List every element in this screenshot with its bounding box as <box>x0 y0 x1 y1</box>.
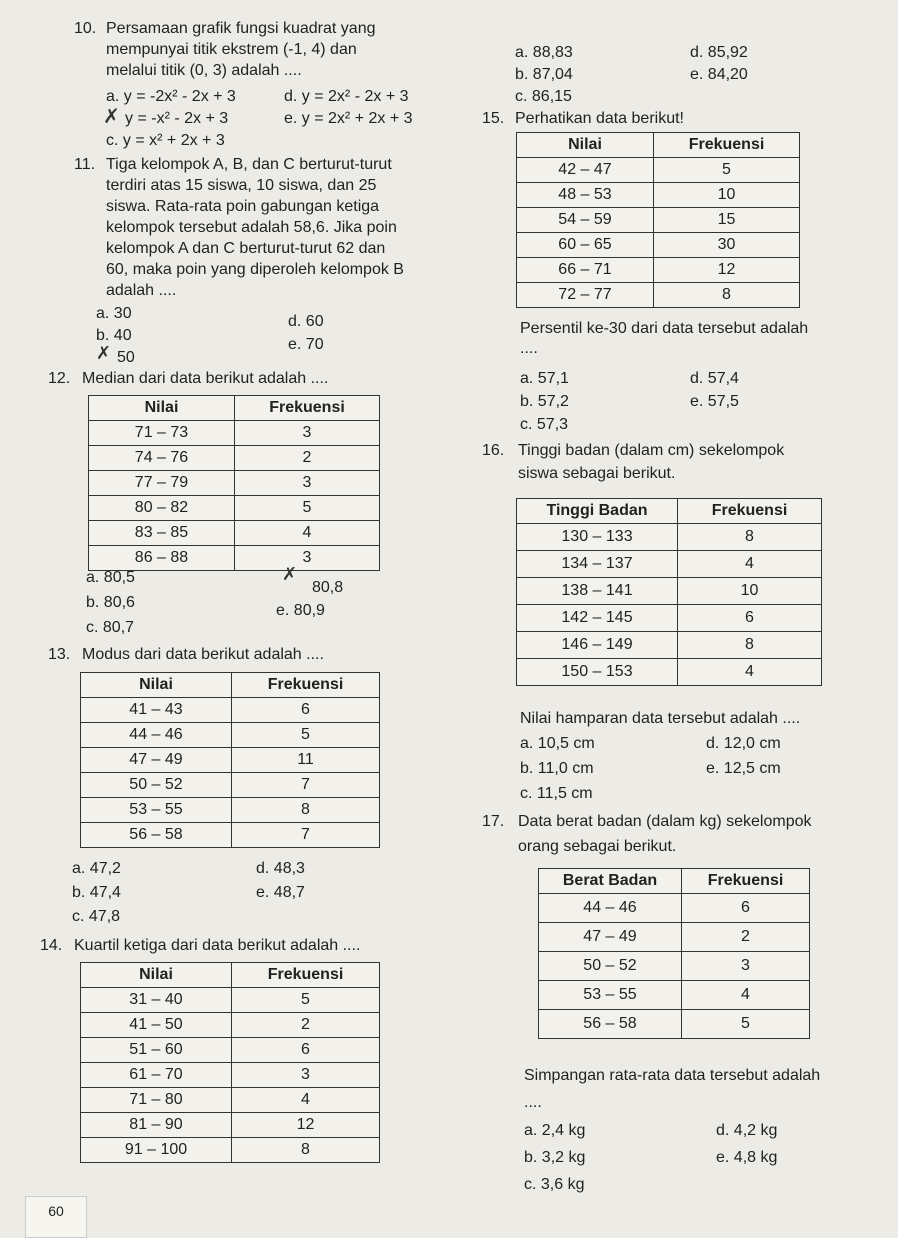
answer-check-mark-icon: ✗ <box>96 343 112 363</box>
table-row <box>539 1010 810 1039</box>
table-cell: 2 <box>682 923 810 952</box>
table-row <box>539 923 810 952</box>
table-cell: 2 <box>232 1013 380 1038</box>
q15-question: Persentil ke-30 dari data tersebut adalah <box>520 320 809 337</box>
table-cell: 7 <box>232 773 380 798</box>
table-row <box>517 283 800 308</box>
table-cell: 134 – 137 <box>517 551 678 578</box>
table-cell: 86 – 88 <box>89 546 235 571</box>
q17-dots: .... <box>524 1094 542 1111</box>
table-row <box>81 798 380 823</box>
table-row <box>517 524 822 551</box>
table-cell: 4 <box>678 551 822 578</box>
q17-option-c[interactable]: c. 3,6 kg <box>524 1176 585 1193</box>
q12-text: Median dari data berikut adalah .... <box>82 370 329 387</box>
table-cell: 4 <box>235 521 380 546</box>
table-cell: 71 – 80 <box>81 1088 232 1113</box>
q11-line-7: adalah .... <box>106 282 177 299</box>
q16-number: 16. <box>482 442 505 459</box>
table-cell: 10 <box>654 183 800 208</box>
q13-text: Modus dari data berikut adalah .... <box>82 646 324 663</box>
table-cell: 77 – 79 <box>89 471 235 496</box>
table-header: Nilai <box>517 133 654 158</box>
table-row <box>517 258 800 283</box>
q12-option-c[interactable]: c. 80,7 <box>86 619 135 636</box>
q17-option-a[interactable]: a. 2,4 kg <box>524 1122 586 1139</box>
page-number: 60 <box>25 1196 87 1238</box>
table-cell: 5 <box>235 496 380 521</box>
table-cell: 10 <box>678 578 822 605</box>
table-cell: 12 <box>232 1113 380 1138</box>
table-header: Tinggi Badan <box>517 499 678 524</box>
q10-option-d[interactable]: d. y = 2x² - 2x + 3 <box>284 88 409 105</box>
table-cell: 3 <box>235 471 380 496</box>
table-row <box>81 698 380 723</box>
table-row <box>81 1113 380 1138</box>
table-row <box>81 1063 380 1088</box>
table-cell: 42 – 47 <box>517 158 654 183</box>
q11-option-a[interactable]: a. 30 <box>96 305 132 322</box>
q11-option-e[interactable]: e. 70 <box>288 336 324 353</box>
table-header: Frekuensi <box>232 673 380 698</box>
q15-option-c[interactable]: c. 57,3 <box>520 416 569 433</box>
q13-option-d[interactable]: d. 48,3 <box>256 860 305 877</box>
q13-option-b[interactable]: b. 47,4 <box>72 884 121 901</box>
q12-option-b[interactable]: b. 80,6 <box>86 594 135 611</box>
table-cell: 15 <box>654 208 800 233</box>
table-cell: 3 <box>682 952 810 981</box>
answer-check-mark-icon: ✗ <box>282 564 298 584</box>
q15-option-e[interactable]: e. 57,5 <box>690 393 739 410</box>
table-row <box>81 748 380 773</box>
q14-table <box>80 962 380 1163</box>
table-row <box>517 208 800 233</box>
q16-option-c[interactable]: c. 11,5 cm <box>520 785 593 802</box>
q11-line-6: 60, maka poin yang diperoleh kelompok B <box>106 261 404 278</box>
table-row <box>89 446 380 471</box>
table-cell: 91 – 100 <box>81 1138 232 1163</box>
q16-line-2: siswa sebagai berikut. <box>518 465 676 482</box>
table-header: Nilai <box>81 673 232 698</box>
q14-text: Kuartil ketiga dari data berikut adalah .... <box>74 937 361 954</box>
table-cell: 61 – 70 <box>81 1063 232 1088</box>
q12-option-e[interactable]: e. 80,9 <box>276 602 325 619</box>
table-row <box>517 605 822 632</box>
table-cell: 130 – 133 <box>517 524 678 551</box>
q17-option-b[interactable]: b. 3,2 kg <box>524 1149 586 1166</box>
q11-option-c[interactable]: 50 <box>117 349 135 366</box>
table-cell: 8 <box>232 798 380 823</box>
table-cell: 8 <box>678 632 822 659</box>
q17-option-d[interactable]: d. 4,2 kg <box>716 1122 778 1139</box>
table-cell: 2 <box>235 446 380 471</box>
table-cell: 4 <box>678 659 822 686</box>
table-header: Nilai <box>89 396 235 421</box>
q11-line-4: kelompok tersebut adalah 58,6. Jika poin <box>106 219 397 236</box>
table-row <box>539 894 810 923</box>
q11-line-1: Tiga kelompok A, B, dan C berturut-turut <box>106 156 392 173</box>
table-cell: 66 – 71 <box>517 258 654 283</box>
table-cell: 5 <box>654 158 800 183</box>
q10-line-2: mempunyai titik ekstrem (-1, 4) dan <box>106 41 357 58</box>
table-row <box>517 233 800 258</box>
q16-option-a[interactable]: a. 10,5 cm <box>520 735 595 752</box>
table-cell: 83 – 85 <box>89 521 235 546</box>
table-cell: 53 – 55 <box>539 981 682 1010</box>
q13-option-e[interactable]: e. 48,7 <box>256 884 305 901</box>
table-row <box>517 632 822 659</box>
q11-option-b[interactable]: b. 40 <box>96 327 132 344</box>
table-cell: 41 – 50 <box>81 1013 232 1038</box>
table-cell: 5 <box>232 988 380 1013</box>
table-row <box>81 988 380 1013</box>
table-cell: 6 <box>678 605 822 632</box>
q17-table <box>538 868 810 1039</box>
table-cell: 8 <box>678 524 822 551</box>
table-cell: 12 <box>654 258 800 283</box>
table-cell: 71 – 73 <box>89 421 235 446</box>
table-row <box>81 1038 380 1063</box>
q15-dots: .... <box>520 340 538 357</box>
table-row <box>89 471 380 496</box>
q15-option-d[interactable]: d. 57,4 <box>690 370 739 387</box>
table-cell: 51 – 60 <box>81 1038 232 1063</box>
q13-option-c[interactable]: c. 47,8 <box>72 908 121 925</box>
table-row <box>81 1138 380 1163</box>
q15-option-b[interactable]: b. 57,2 <box>520 393 569 410</box>
q11-line-2: terdiri atas 15 siswa, 10 siswa, dan 25 <box>106 177 377 194</box>
table-header: Frekuensi <box>235 396 380 421</box>
q15-option-a[interactable]: a. 57,1 <box>520 370 569 387</box>
table-row <box>81 1088 380 1113</box>
q10-option-a[interactable]: a. y = -2x² - 2x + 3 <box>106 88 236 105</box>
table-cell: 47 – 49 <box>81 748 232 773</box>
table-row <box>517 183 800 208</box>
q10-option-c[interactable]: c. y = x² + 2x + 3 <box>106 132 225 149</box>
q14-option-e[interactable]: e. 84,20 <box>690 66 748 83</box>
table-cell: 74 – 76 <box>89 446 235 471</box>
q17-line-1: Data berat badan (dalam kg) sekelompok <box>518 813 812 830</box>
q12-option-d[interactable]: 80,8 <box>312 579 344 596</box>
table-cell: 72 – 77 <box>517 283 654 308</box>
table-cell: 44 – 46 <box>81 723 232 748</box>
q14-option-b[interactable]: b. 87,04 <box>515 66 573 83</box>
q15-table <box>516 132 800 308</box>
table-cell: 54 – 59 <box>517 208 654 233</box>
q11-line-3: siswa. Rata-rata poin gabungan ketiga <box>106 198 380 215</box>
q13-number: 13. <box>48 646 71 663</box>
table-row <box>517 578 822 605</box>
q13-table <box>80 672 380 848</box>
table-cell: 150 – 153 <box>517 659 678 686</box>
q17-question: Simpangan rata-rata data tersebut adalah <box>524 1067 821 1084</box>
q12-table <box>88 395 380 571</box>
table-cell: 5 <box>232 723 380 748</box>
table-cell: 50 – 52 <box>81 773 232 798</box>
q14-option-d[interactable]: d. 85,92 <box>690 44 748 61</box>
table-row <box>81 1013 380 1038</box>
table-cell: 53 – 55 <box>81 798 232 823</box>
table-row <box>81 773 380 798</box>
table-row <box>517 158 800 183</box>
table-row <box>539 981 810 1010</box>
q17-line-2: orang sebagai berikut. <box>518 838 677 855</box>
answer-check-mark-icon: ✗ <box>103 106 120 128</box>
q16-option-b[interactable]: b. 11,0 cm <box>520 760 594 777</box>
table-cell: 3 <box>232 1063 380 1088</box>
table-cell: 138 – 141 <box>517 578 678 605</box>
q17-option-e[interactable]: e. 4,8 kg <box>716 1149 778 1166</box>
table-row <box>89 496 380 521</box>
q10-option-e[interactable]: e. y = 2x² + 2x + 3 <box>284 110 413 127</box>
q10-option-b[interactable]: y = -x² - 2x + 3 <box>125 110 229 127</box>
table-cell: 81 – 90 <box>81 1113 232 1138</box>
table-cell: 11 <box>232 748 380 773</box>
table-cell: 47 – 49 <box>539 923 682 952</box>
table-cell: 142 – 145 <box>517 605 678 632</box>
table-cell: 50 – 52 <box>539 952 682 981</box>
table-cell: 4 <box>232 1088 380 1113</box>
table-cell: 30 <box>654 233 800 258</box>
q16-question: Nilai hamparan data tersebut adalah .... <box>520 710 801 727</box>
q17-number: 17. <box>482 813 505 830</box>
q13-option-a[interactable]: a. 47,2 <box>72 860 121 877</box>
table-row <box>89 421 380 446</box>
q12-option-a[interactable]: a. 80,5 <box>86 569 135 586</box>
q11-line-5: kelompok A dan C berturut-turut 62 dan <box>106 240 386 257</box>
table-row <box>517 659 822 686</box>
q11-number: 11. <box>74 156 96 173</box>
table-header: Frekuensi <box>678 499 822 524</box>
q16-option-e[interactable]: e. 12,5 cm <box>706 760 781 777</box>
table-row <box>517 551 822 578</box>
table-cell: 7 <box>232 823 380 848</box>
table-row <box>89 521 380 546</box>
q10-line-3: melalui titik (0, 3) adalah .... <box>106 62 302 79</box>
q15-number: 15. <box>482 110 505 127</box>
table-cell: 56 – 58 <box>81 823 232 848</box>
q14-number: 14. <box>40 937 63 954</box>
table-cell: 3 <box>235 546 380 571</box>
table-row <box>539 952 810 981</box>
table-row <box>81 723 380 748</box>
q11-option-d[interactable]: d. 60 <box>288 313 324 330</box>
q10-number: 10. <box>74 20 97 37</box>
table-header: Frekuensi <box>682 869 810 894</box>
table-cell: 56 – 58 <box>539 1010 682 1039</box>
table-cell: 6 <box>232 1038 380 1063</box>
table-cell: 31 – 40 <box>81 988 232 1013</box>
q12-number: 12. <box>48 370 71 387</box>
q10-line-1: Persamaan grafik fungsi kuadrat yang <box>106 20 376 37</box>
q16-line-1: Tinggi badan (dalam cm) sekelompok <box>518 442 785 459</box>
table-cell: 41 – 43 <box>81 698 232 723</box>
table-cell: 80 – 82 <box>89 496 235 521</box>
table-cell: 8 <box>232 1138 380 1163</box>
table-header: Frekuensi <box>654 133 800 158</box>
table-header: Nilai <box>81 963 232 988</box>
table-cell: 5 <box>682 1010 810 1039</box>
table-cell: 6 <box>682 894 810 923</box>
table-row <box>81 823 380 848</box>
table-header: Frekuensi <box>232 963 380 988</box>
table-cell: 60 – 65 <box>517 233 654 258</box>
q16-table <box>516 498 822 686</box>
table-header: Berat Badan <box>539 869 682 894</box>
table-cell: 6 <box>232 698 380 723</box>
q15-text: Perhatikan data berikut! <box>515 110 684 127</box>
table-cell: 146 – 149 <box>517 632 678 659</box>
q14-option-a[interactable]: a. 88,83 <box>515 44 573 61</box>
table-cell: 8 <box>654 283 800 308</box>
table-cell: 44 – 46 <box>539 894 682 923</box>
table-cell: 3 <box>235 421 380 446</box>
table-cell: 48 – 53 <box>517 183 654 208</box>
q14-option-c[interactable]: c. 86,15 <box>515 88 572 105</box>
q16-option-d[interactable]: d. 12,0 cm <box>706 735 781 752</box>
table-cell: 4 <box>682 981 810 1010</box>
